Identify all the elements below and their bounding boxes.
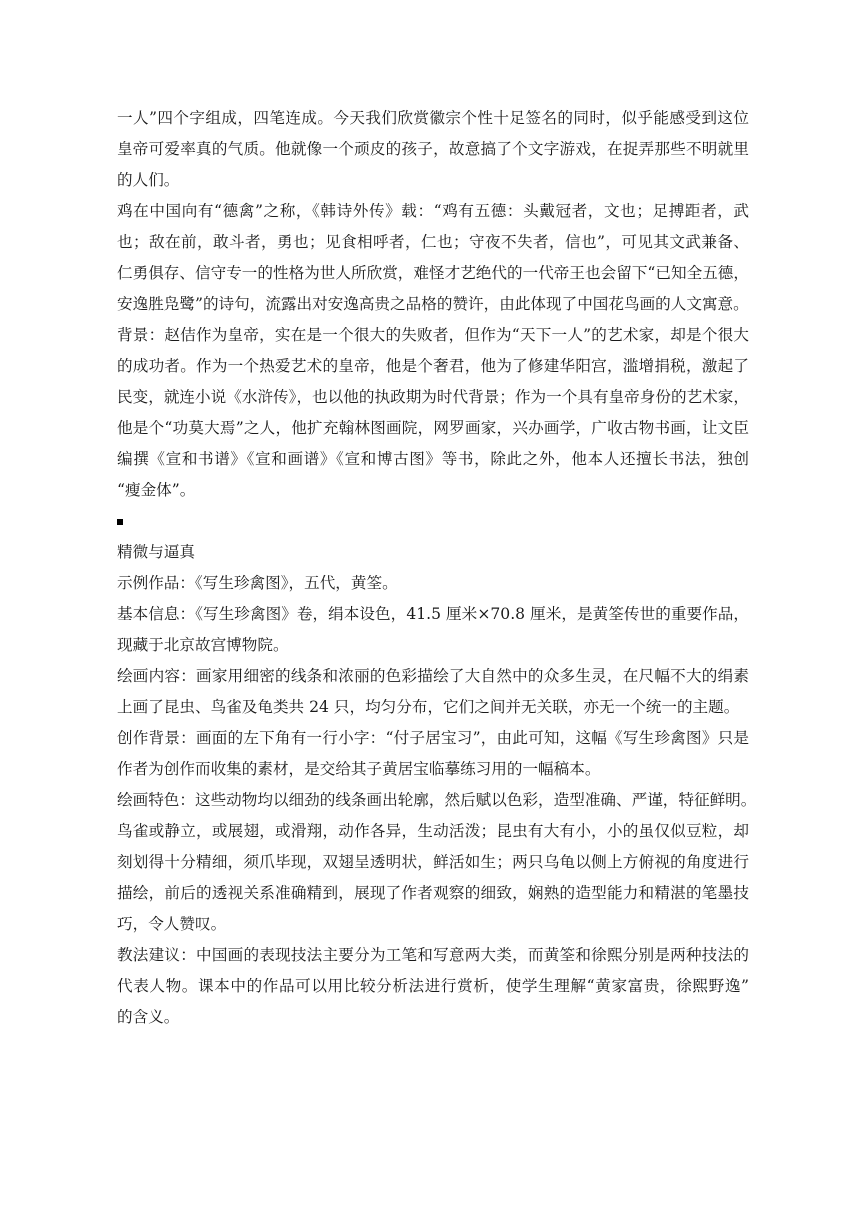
paragraph-example-work (117, 568, 749, 599)
text-line: 他是个“功莫大焉”之人，他扩充翰林图画院，网罗画家，兴办画学，广收古物书画，让文臣 (117, 419, 749, 437)
text-line: 代表人物。课本中的作品可以用比较分析法进行赏析，使学生理解“黄家富贵，徐熙野逸” (117, 977, 749, 995)
paragraph-creation-background (117, 723, 749, 785)
text-line: 仁勇俱存、信守专一的性格为世人所欣赏，难怪才艺绝代的一代帝王也会留下“已知全五德， (117, 264, 749, 282)
text-line: 创作背景：画面的左下角有一行小字：“付子居宝习”，由此可知，这幅《写生珍禽图》只是 (117, 729, 749, 747)
section-heading (117, 537, 749, 568)
text-line: 也；敌在前，敢斗者，勇也；见食相呼者，仁也；守夜不失者，信也”，可见其文武兼备、 (117, 233, 749, 251)
text-line: 皇帝可爱率真的气质。他就像一个顽皮的孩子，故意搞了个文字游戏，在捉弄那些不明就里 (117, 140, 749, 158)
text-line: 示例作品：《写生珍禽图》，五代，黄筌。 (117, 574, 398, 592)
text-line: 绘画特色：这些动物均以细劲的线条画出轮廓，然后赋以色彩，造型准确、严谨，特征鲜明。 (117, 791, 757, 809)
text-line: 的人们。 (117, 171, 180, 189)
text-line: 描绘，前后的透视关系准确精到，展现了作者观察的细致，娴熟的造型能力和精湛的笔墨技 (117, 884, 749, 902)
text-line: 教法建议：中国画的表现技法主要分为工笔和写意两大类，而黄筌和徐熙分别是两种技法的 (117, 946, 749, 964)
text-line: 一人”四个字组成，四笔连成。今天我们欣赏徽宗个性十足签名的同时，似乎能感受到这位 (117, 109, 749, 127)
square-bullet-icon (117, 519, 123, 525)
paragraph-painting-features (117, 785, 757, 940)
text-line: 安逸胜凫鹭”的诗句，流露出对安逸高贵之品格的赞许，由此体现了中国花鸟画的人文寓意。 (117, 295, 749, 313)
paragraph-rooster-virtues (117, 196, 749, 320)
paragraph-teaching-advice (117, 940, 749, 1033)
text-line: 民变，就连小说《水浒传》，也以他的执政期为时代背景；作为一个具有皇帝身份的艺术家， (117, 388, 749, 406)
text-line: 绘画内容：画家用细密的线条和浓丽的色彩描绘了大自然中的众多生灵，在尺幅不大的绢素 (117, 667, 749, 685)
document-body (117, 103, 757, 1033)
text-line: 基本信息：《写生珍禽图》卷，绢本设色，41.5 厘米×70.8 厘米，是黄筌传世的重要作品， (117, 605, 749, 623)
paragraph-painting-content (117, 661, 749, 723)
text-line: 刻划得十分精细，须爪毕现，双翅呈透明状，鲜活如生；两只乌龟以侧上方俯视的角度进行 (117, 853, 749, 871)
text-line: “瘦金体”。 (117, 481, 196, 499)
section-bullet (117, 506, 749, 537)
paragraph-basic-info (117, 599, 749, 661)
text-line: 现藏于北京故宫博物院。 (117, 636, 289, 654)
text-line: 作者为创作而收集的素材，是交给其子黄居宝临摹练习用的一幅稿本。 (117, 760, 601, 778)
text-line: 背景：赵佶作为皇帝，实在是一个很大的失败者，但作为“天下一人”的艺术家，却是个很大 (117, 326, 749, 344)
paragraph-signature (117, 103, 749, 196)
text-line: 的成功者。作为一个热爱艺术的皇帝，他是个奢君，他为了修建华阳宫，滥增捐税，激起了 (117, 357, 749, 375)
section-title: 精微与逼真 (117, 543, 195, 561)
text-line: 编撰《宣和书谱》《宣和画谱》《宣和博古图》等书，除此之外，他本人还擅长书法，独创 (117, 450, 749, 468)
text-line: 鸡在中国向有“德禽”之称，《韩诗外传》载：“鸡有五德：头戴冠者，文也；足搏距者，武 (117, 202, 749, 220)
text-line: 鸟雀或静立，或展翅，或滑翔，动作各异，生动活泼；昆虫有大有小，小的虽仅似豆粒，却 (117, 822, 749, 840)
text-line: 上画了昆虫、鸟雀及龟类共 24 只，均匀分布，它们之间并无关联，亦无一个统一的主题。 (117, 698, 740, 716)
paragraph-background (117, 320, 749, 506)
text-line: 巧，令人赞叹。 (117, 915, 227, 933)
text-line: 的含义。 (117, 1008, 180, 1026)
